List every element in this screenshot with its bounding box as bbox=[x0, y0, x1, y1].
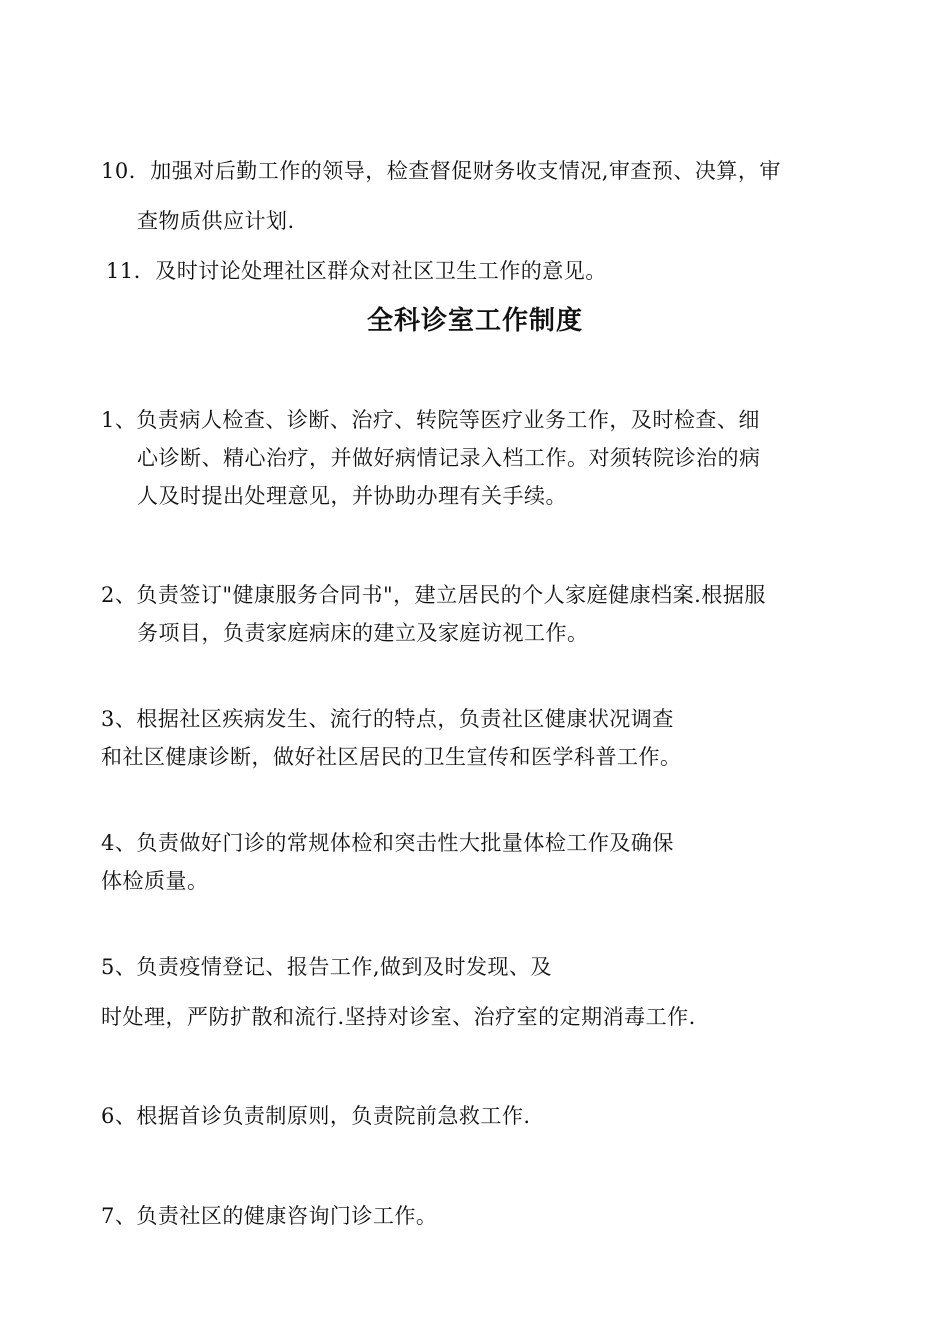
rule-5-line-1: 5、负责疫情登记、报告工作,做到及时发现、及 bbox=[101, 955, 553, 979]
rule-3-line-2: 和社区健康诊断，做好社区居民的卫生宣传和医学科普工作。 bbox=[101, 745, 682, 769]
rule-4-line-1: 4、负责做好门诊的常规体检和突击性大批量体检工作及确保 bbox=[101, 831, 674, 855]
intro-item-10-line-1: 10．加强对后勤工作的领导，检查督促财务收支情况,审查预、决算，审 bbox=[101, 159, 781, 183]
rule-4-line-2: 体检质量。 bbox=[101, 869, 209, 893]
rule-1-line-1: 1、负责病人检查、诊断、治疗、转院等医疗业务工作，及时检查、细 bbox=[101, 408, 760, 432]
rule-1-line-3: 人及时提出处理意见，并协助办理有关手续。 bbox=[137, 484, 567, 508]
rule-2-line-1: 2、负责签订"健康服务合同书"，建立居民的个人家庭健康档案.根据服 bbox=[101, 583, 766, 607]
rule-5-line-2: 时处理，严防扩散和流行.坚持对诊室、治疗室的定期消毒工作. bbox=[101, 1005, 696, 1029]
intro-item-11-line-1: 11．及时讨论处理社区群众对社区卫生工作的意见。 bbox=[106, 259, 607, 283]
rule-2-line-2: 务项目，负责家庭病床的建立及家庭访视工作。 bbox=[137, 621, 589, 645]
rule-1-line-2: 心诊断、精心治疗，并做好病情记录入档工作。对须转院诊治的病 bbox=[137, 446, 761, 470]
rule-7-line-1: 7、负责社区的健康咨询门诊工作。 bbox=[101, 1204, 438, 1228]
rule-6-line-1: 6、根据首诊负责制原则，负责院前急救工作. bbox=[101, 1104, 531, 1128]
intro-item-10-line-2: 查物质供应计划. bbox=[137, 209, 295, 233]
rule-3-line-1: 3、根据社区疾病发生、流行的特点，负责社区健康状况调查 bbox=[101, 707, 674, 731]
section-title: 全科诊室工作制度 bbox=[366, 306, 583, 336]
